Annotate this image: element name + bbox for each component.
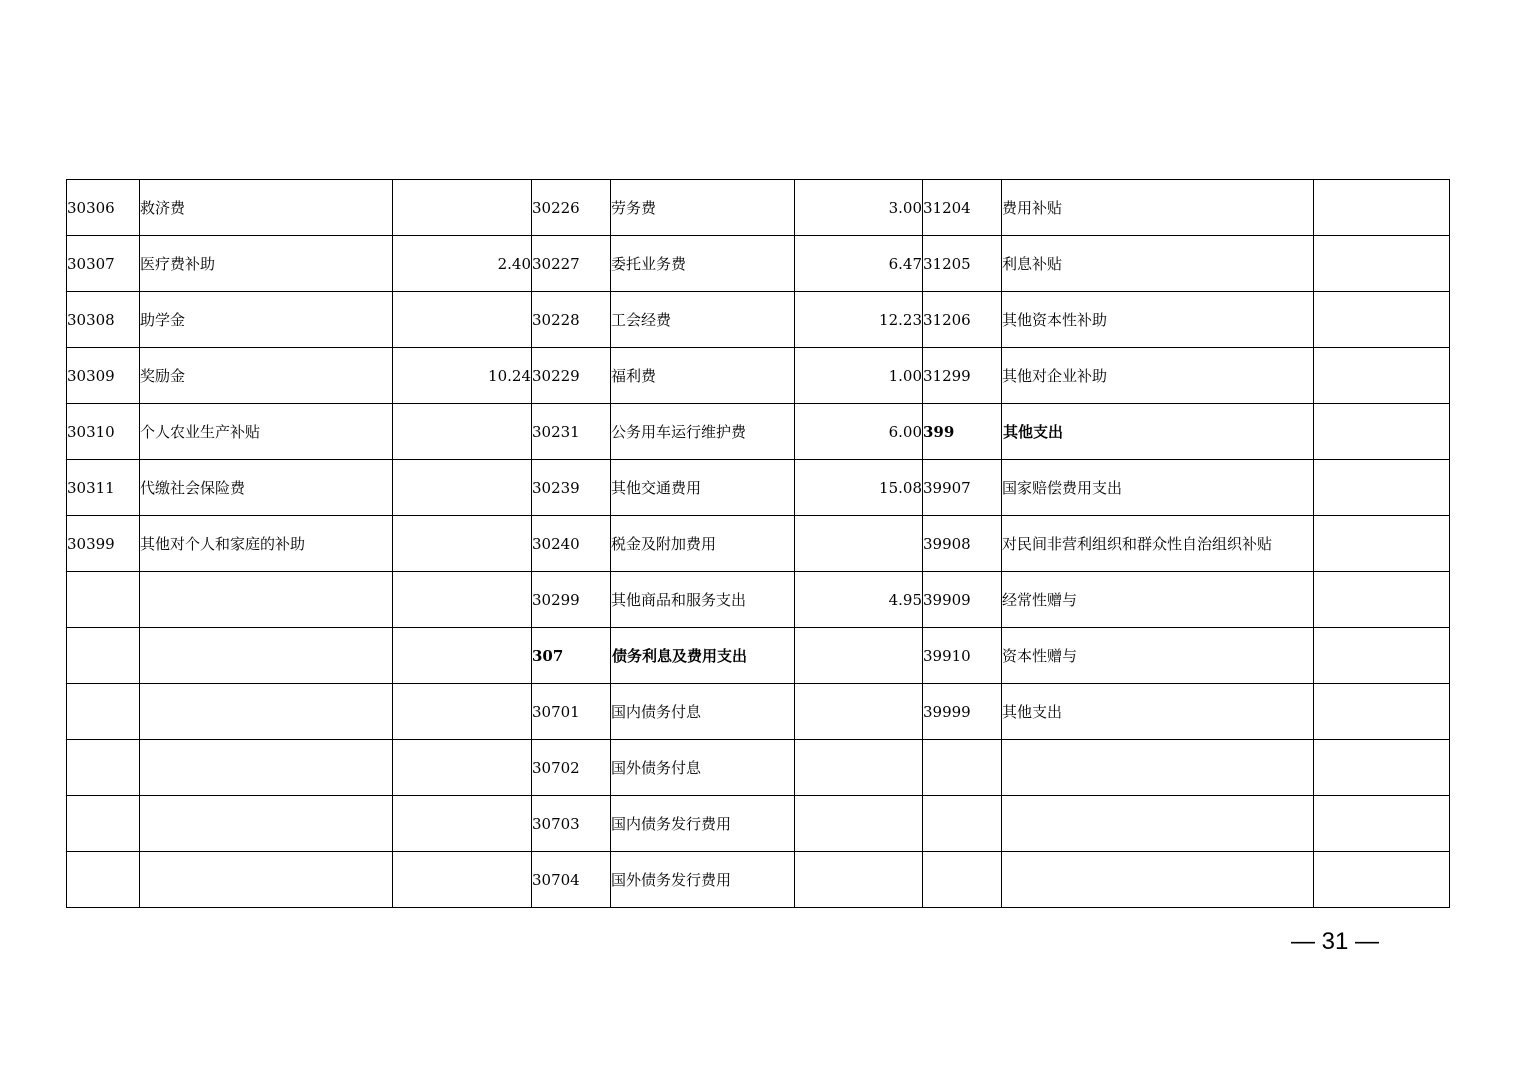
middle-amount-cell xyxy=(795,684,923,740)
left-code-cell xyxy=(67,684,140,740)
table-row xyxy=(67,852,1450,908)
right-code-cell: 31206 xyxy=(923,292,1002,348)
middle-name-cell: 其他交通费用 xyxy=(611,460,795,516)
right-name-cell: 对民间非营利组织和群众性自治组织补贴 xyxy=(1002,516,1314,572)
table-row xyxy=(67,348,1450,404)
right-amount-cell xyxy=(1314,292,1450,348)
middle-name-cell: 国内债务付息 xyxy=(611,684,795,740)
table-row xyxy=(67,460,1450,516)
middle-code-cell: 30239 xyxy=(532,460,611,516)
right-amount-cell xyxy=(1314,180,1450,236)
right-amount-cell xyxy=(1314,516,1450,572)
right-code-cell xyxy=(923,796,1002,852)
right-code-cell: 399 xyxy=(923,404,1002,460)
middle-amount-cell xyxy=(795,740,923,796)
right-amount-cell xyxy=(1314,236,1450,292)
left-code-cell: 30308 xyxy=(67,292,140,348)
table-row xyxy=(67,684,1450,740)
right-amount-cell xyxy=(1314,404,1450,460)
left-name-cell xyxy=(140,628,393,684)
left-amount-cell xyxy=(393,740,532,796)
right-name-cell: 其他资本性补助 xyxy=(1002,292,1314,348)
table-row xyxy=(67,572,1450,628)
right-amount-cell xyxy=(1314,852,1450,908)
right-name-cell xyxy=(1002,796,1314,852)
middle-amount-cell: 12.23 xyxy=(795,292,923,348)
middle-code-cell: 307 xyxy=(532,628,611,684)
right-name-cell xyxy=(1002,852,1314,908)
left-amount-cell xyxy=(393,796,532,852)
left-code-cell: 30309 xyxy=(67,348,140,404)
left-code-cell: 30399 xyxy=(67,516,140,572)
left-code-cell xyxy=(67,628,140,684)
right-name-cell: 资本性赠与 xyxy=(1002,628,1314,684)
table-row xyxy=(67,404,1450,460)
right-code-cell: 31299 xyxy=(923,348,1002,404)
right-amount-cell xyxy=(1314,740,1450,796)
middle-name-cell: 国外债务发行费用 xyxy=(611,852,795,908)
middle-code-cell: 30703 xyxy=(532,796,611,852)
left-code-cell xyxy=(67,740,140,796)
left-name-cell xyxy=(140,852,393,908)
right-name-cell: 其他支出 xyxy=(1002,684,1314,740)
right-code-cell: 39910 xyxy=(923,628,1002,684)
left-name-cell xyxy=(140,740,393,796)
left-amount-cell xyxy=(393,516,532,572)
right-name-cell: 费用补贴 xyxy=(1002,180,1314,236)
middle-name-cell: 公务用车运行维护费 xyxy=(611,404,795,460)
middle-name-cell: 工会经费 xyxy=(611,292,795,348)
left-amount-cell xyxy=(393,628,532,684)
middle-code-cell: 30299 xyxy=(532,572,611,628)
middle-amount-cell xyxy=(795,628,923,684)
middle-code-cell: 30240 xyxy=(532,516,611,572)
left-code-cell: 30307 xyxy=(67,236,140,292)
right-name-cell: 利息补贴 xyxy=(1002,236,1314,292)
table-row xyxy=(67,236,1450,292)
right-code-cell: 39909 xyxy=(923,572,1002,628)
middle-code-cell: 30704 xyxy=(532,852,611,908)
middle-code-cell: 30227 xyxy=(532,236,611,292)
expenditure-table xyxy=(66,179,1450,908)
left-amount-cell xyxy=(393,852,532,908)
right-name-cell: 其他支出 xyxy=(1002,404,1314,460)
right-amount-cell xyxy=(1314,684,1450,740)
middle-amount-cell: 15.08 xyxy=(795,460,923,516)
right-amount-cell xyxy=(1314,460,1450,516)
right-name-cell: 经常性赠与 xyxy=(1002,572,1314,628)
left-name-cell: 助学金 xyxy=(140,292,393,348)
middle-amount-cell xyxy=(795,516,923,572)
left-name-cell: 代缴社会保险费 xyxy=(140,460,393,516)
table-row xyxy=(67,292,1450,348)
left-code-cell: 30310 xyxy=(67,404,140,460)
left-amount-cell xyxy=(393,684,532,740)
right-amount-cell xyxy=(1314,348,1450,404)
table-body xyxy=(67,180,1450,908)
middle-code-cell: 30701 xyxy=(532,684,611,740)
middle-name-cell: 劳务费 xyxy=(611,180,795,236)
left-amount-cell xyxy=(393,404,532,460)
left-name-cell xyxy=(140,684,393,740)
middle-amount-cell xyxy=(795,796,923,852)
table-row xyxy=(67,740,1450,796)
right-code-cell: 39999 xyxy=(923,684,1002,740)
right-amount-cell xyxy=(1314,572,1450,628)
table-row xyxy=(67,796,1450,852)
middle-name-cell: 福利费 xyxy=(611,348,795,404)
right-code-cell: 31205 xyxy=(923,236,1002,292)
middle-code-cell: 30226 xyxy=(532,180,611,236)
table-row xyxy=(67,628,1450,684)
left-code-cell: 30311 xyxy=(67,460,140,516)
left-amount-cell xyxy=(393,460,532,516)
middle-name-cell: 委托业务费 xyxy=(611,236,795,292)
left-code-cell: 30306 xyxy=(67,180,140,236)
right-name-cell xyxy=(1002,740,1314,796)
middle-name-cell: 税金及附加费用 xyxy=(611,516,795,572)
middle-amount-cell: 3.00 xyxy=(795,180,923,236)
left-code-cell xyxy=(67,572,140,628)
table-row xyxy=(67,180,1450,236)
left-name-cell xyxy=(140,572,393,628)
middle-code-cell: 30228 xyxy=(532,292,611,348)
table-row xyxy=(67,516,1450,572)
right-name-cell: 其他对企业补助 xyxy=(1002,348,1314,404)
left-amount-cell: 2.40 xyxy=(393,236,532,292)
middle-amount-cell: 6.47 xyxy=(795,236,923,292)
middle-name-cell: 其他商品和服务支出 xyxy=(611,572,795,628)
right-code-cell: 31204 xyxy=(923,180,1002,236)
page-number: — 31 — xyxy=(1290,928,1380,955)
middle-amount-cell: 6.00 xyxy=(795,404,923,460)
right-code-cell: 39908 xyxy=(923,516,1002,572)
left-name-cell: 救济费 xyxy=(140,180,393,236)
left-amount-cell xyxy=(393,572,532,628)
middle-amount-cell: 1.00 xyxy=(795,348,923,404)
right-code-cell xyxy=(923,852,1002,908)
middle-name-cell: 债务利息及费用支出 xyxy=(611,628,795,684)
left-name-cell: 其他对个人和家庭的补助 xyxy=(140,516,393,572)
right-amount-cell xyxy=(1314,628,1450,684)
left-amount-cell xyxy=(393,180,532,236)
middle-amount-cell: 4.95 xyxy=(795,572,923,628)
right-code-cell: 39907 xyxy=(923,460,1002,516)
middle-code-cell: 30229 xyxy=(532,348,611,404)
left-name-cell: 个人农业生产补贴 xyxy=(140,404,393,460)
left-code-cell xyxy=(67,852,140,908)
right-name-cell: 国家赔偿费用支出 xyxy=(1002,460,1314,516)
middle-name-cell: 国外债务付息 xyxy=(611,740,795,796)
left-name-cell: 奖励金 xyxy=(140,348,393,404)
right-code-cell xyxy=(923,740,1002,796)
left-name-cell xyxy=(140,796,393,852)
middle-amount-cell xyxy=(795,852,923,908)
right-amount-cell xyxy=(1314,796,1450,852)
left-amount-cell xyxy=(393,292,532,348)
middle-name-cell: 国内债务发行费用 xyxy=(611,796,795,852)
left-code-cell xyxy=(67,796,140,852)
middle-code-cell: 30231 xyxy=(532,404,611,460)
left-name-cell: 医疗费补助 xyxy=(140,236,393,292)
middle-code-cell: 30702 xyxy=(532,740,611,796)
left-amount-cell: 10.24 xyxy=(393,348,532,404)
